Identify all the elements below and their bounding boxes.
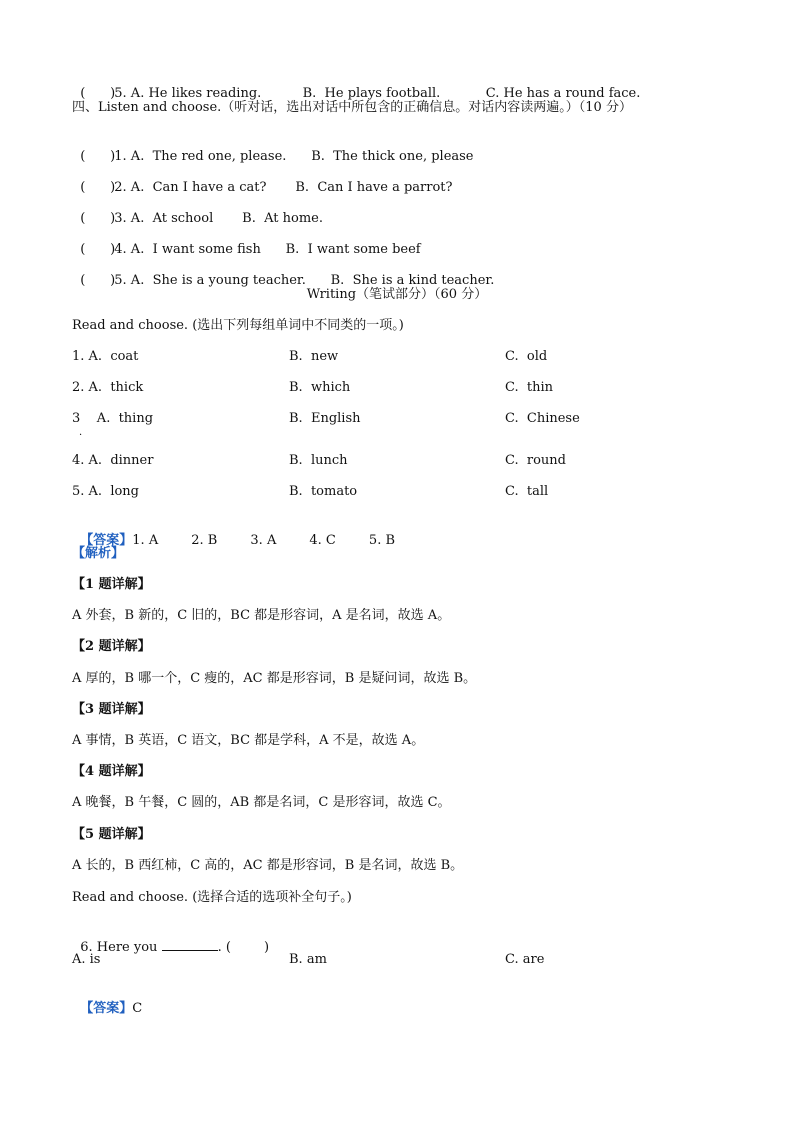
p1-row3-option-b: B. English bbox=[289, 411, 361, 426]
detail-4-label: 【4 题详解】 bbox=[72, 764, 151, 779]
q6-answer bbox=[72, 982, 142, 1018]
q6-option-a: A. is bbox=[72, 952, 101, 967]
detail-1-label: 【1 题详解】 bbox=[72, 577, 151, 592]
p1-row5-option-c: C. tall bbox=[505, 484, 549, 499]
p1-row2-option-b: B. which bbox=[289, 380, 351, 395]
part2-instruction: Read and choose. (选择合适的选项补全句子。) bbox=[72, 890, 352, 905]
q6-prefix: 6. Here you bbox=[80, 940, 162, 955]
question-text: 2. A. Can I have a cat? B. Can I have a parrot? bbox=[114, 180, 453, 195]
answer-bracket: ( ) bbox=[80, 242, 116, 257]
detail-2-label: 【2 题详解】 bbox=[72, 639, 151, 654]
detail-1-text: A 外套，B 新的，C 旧的，BC 都是形容词，A 是名词，故选 A。 bbox=[72, 608, 451, 623]
answer-bracket: ( ) bbox=[80, 211, 116, 226]
answer-bracket: ( ) bbox=[80, 86, 116, 101]
detail-3-text: A 事情，B 英语，C 语文，BC 都是学科，A 不是，故选 A。 bbox=[72, 733, 425, 748]
p1-row3-option-c: C. Chinese bbox=[505, 411, 580, 426]
answer-label: 【答案】 bbox=[80, 1001, 133, 1016]
detail-4-text: A 晚餐，B 午餐，C 圆的，AB 都是名词，C 是形容词，故选 C。 bbox=[72, 795, 451, 810]
p1-row2-option-c: C. thin bbox=[505, 380, 554, 395]
s4-item-5 bbox=[72, 254, 494, 290]
p1-row5-option-b: B. tomato bbox=[289, 484, 358, 499]
writing-title: Writing（笔试部分）（60 分） bbox=[306, 287, 488, 302]
detail-3-label: 【3 题详解】 bbox=[72, 702, 151, 717]
stray-dot: · bbox=[79, 430, 83, 441]
p1-row4-option-b: B. lunch bbox=[289, 453, 348, 468]
question-text: 3. A. At school B. At home. bbox=[114, 211, 323, 226]
q6-blank bbox=[162, 938, 218, 951]
answer-bracket: ( ) bbox=[80, 149, 116, 164]
question-text: 1. A. The red one, please. B. The thick one, please bbox=[114, 149, 474, 164]
answer-bracket: ( ) bbox=[80, 273, 116, 288]
listen-item-5 bbox=[72, 67, 640, 103]
answer-bracket: ( ) bbox=[80, 180, 116, 195]
detail-2-text: A 厚的，B 哪一个，C 瘦的，AC 都是形容词，B 是疑问词，故选 B。 bbox=[72, 671, 477, 686]
p1-row1-option-c: C. old bbox=[505, 349, 548, 364]
p1-analysis-label: 【解析】 bbox=[72, 546, 125, 561]
p1-row1-option-a: 1. A. coat bbox=[72, 349, 139, 364]
p1-row5-option-a: 5. A. long bbox=[72, 484, 139, 499]
p1-row2-option-a: 2. A. thick bbox=[72, 380, 144, 395]
section-4-title: 四、Listen and choose.（听对话，选出对话中所包含的正确信息。对话内容读两遍。）（10 分） bbox=[72, 100, 632, 115]
answer-label: 【答案】 bbox=[80, 533, 133, 548]
part1-instruction: Read and choose. (选出下列每组单词中不同类的一项。) bbox=[72, 318, 404, 333]
question-text: 4. A. I want some fish B. I want some beef bbox=[114, 242, 421, 257]
q6-suffix: . ( ) bbox=[217, 940, 270, 955]
p1-row1-option-b: B. new bbox=[289, 349, 339, 364]
question-text: 5. A. She is a young teacher. B. She is a kind teacher. bbox=[114, 273, 495, 288]
answer-text: C bbox=[132, 1001, 143, 1016]
detail-5-label: 【5 题详解】 bbox=[72, 827, 151, 842]
question-text: 5. A. He likes reading. B. He plays football. C. He has a round face. bbox=[114, 86, 641, 101]
q6-option-b: B. am bbox=[289, 952, 327, 967]
p1-row4-option-a: 4. A. dinner bbox=[72, 453, 154, 468]
q6-option-c: C. are bbox=[505, 952, 545, 967]
detail-5-text: A 长的，B 西红柿，C 高的，AC 都是形容词，B 是名词，故选 B。 bbox=[72, 858, 464, 873]
p1-row4-option-c: C. round bbox=[505, 453, 566, 468]
q6-line bbox=[72, 920, 269, 957]
answer-text: 1. A 2. B 3. A 4. C 5. B bbox=[132, 533, 396, 548]
p1-row3-option-a: 3 A. thing bbox=[72, 411, 154, 426]
